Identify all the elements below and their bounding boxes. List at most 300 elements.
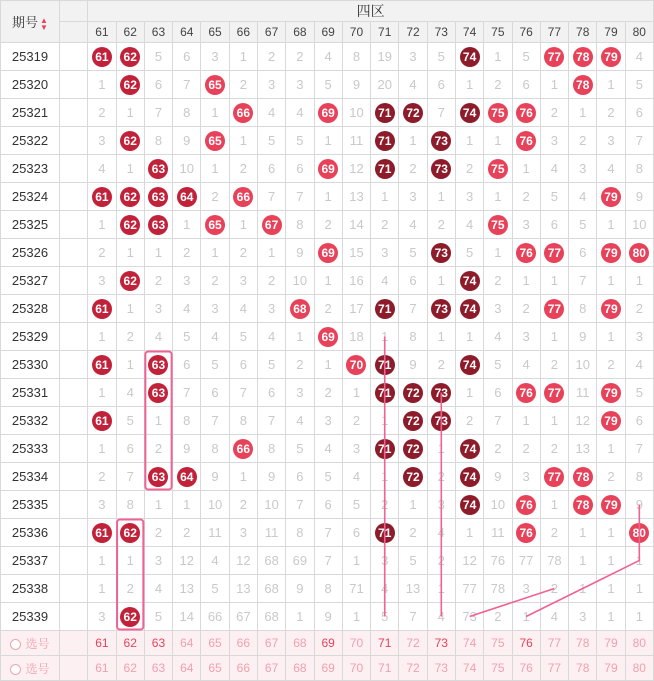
- footer-number-cell[interactable]: 79: [597, 631, 625, 656]
- value-cell[interactable]: 13: [399, 575, 427, 603]
- value-cell[interactable]: 6: [286, 463, 314, 491]
- column-header-78[interactable]: 78: [569, 22, 597, 43]
- footer-number-cell[interactable]: 68: [286, 656, 314, 681]
- value-cell[interactable]: 4: [371, 267, 399, 295]
- value-cell[interactable]: 1: [597, 323, 625, 351]
- value-cell[interactable]: 1: [342, 379, 370, 407]
- value-cell[interactable]: 11: [484, 519, 512, 547]
- footer-number-cell[interactable]: 64: [173, 631, 201, 656]
- value-cell[interactable]: 3: [201, 43, 229, 71]
- value-cell[interactable]: [625, 519, 653, 547]
- value-cell[interactable]: 1: [512, 267, 540, 295]
- value-cell[interactable]: [540, 239, 568, 267]
- value-cell[interactable]: [512, 127, 540, 155]
- value-cell[interactable]: 2: [597, 99, 625, 127]
- value-cell[interactable]: 4: [229, 295, 257, 323]
- value-cell[interactable]: 2: [286, 351, 314, 379]
- value-cell[interactable]: 12: [173, 547, 201, 575]
- value-cell[interactable]: 2: [371, 491, 399, 519]
- value-cell[interactable]: 2: [173, 519, 201, 547]
- value-cell[interactable]: 1: [116, 351, 144, 379]
- value-cell[interactable]: 2: [597, 351, 625, 379]
- value-cell[interactable]: 14: [173, 603, 201, 631]
- value-cell[interactable]: [371, 295, 399, 323]
- value-cell[interactable]: 4: [371, 575, 399, 603]
- value-cell[interactable]: 6: [512, 71, 540, 99]
- value-cell[interactable]: 3: [455, 183, 483, 211]
- value-cell[interactable]: 6: [314, 491, 342, 519]
- value-cell[interactable]: 3: [371, 239, 399, 267]
- column-header-62[interactable]: 62: [116, 22, 144, 43]
- value-cell[interactable]: [116, 183, 144, 211]
- value-cell[interactable]: [201, 127, 229, 155]
- value-cell[interactable]: [455, 491, 483, 519]
- value-cell[interactable]: [569, 71, 597, 99]
- value-cell[interactable]: [399, 463, 427, 491]
- value-cell[interactable]: 2: [427, 351, 455, 379]
- value-cell[interactable]: 5: [427, 43, 455, 71]
- value-cell[interactable]: 5: [625, 379, 653, 407]
- footer-number-cell[interactable]: 77: [540, 656, 568, 681]
- value-cell[interactable]: 68: [257, 603, 285, 631]
- value-cell[interactable]: 77: [455, 575, 483, 603]
- value-cell[interactable]: [455, 351, 483, 379]
- value-cell[interactable]: 1: [484, 43, 512, 71]
- value-cell[interactable]: [569, 491, 597, 519]
- value-cell[interactable]: [455, 295, 483, 323]
- value-cell[interactable]: 5: [257, 127, 285, 155]
- value-cell[interactable]: 6: [286, 155, 314, 183]
- column-header-77[interactable]: 77: [540, 22, 568, 43]
- value-cell[interactable]: 7: [173, 379, 201, 407]
- footer-number-cell[interactable]: 61: [88, 656, 116, 681]
- column-header-65[interactable]: 65: [201, 22, 229, 43]
- value-cell[interactable]: 7: [173, 71, 201, 99]
- value-cell[interactable]: 77: [512, 547, 540, 575]
- value-cell[interactable]: 4: [399, 211, 427, 239]
- value-cell[interactable]: 6: [173, 43, 201, 71]
- footer-number-cell[interactable]: 62: [116, 631, 144, 656]
- value-cell[interactable]: [569, 463, 597, 491]
- value-cell[interactable]: [314, 239, 342, 267]
- value-cell[interactable]: 5: [399, 547, 427, 575]
- value-cell[interactable]: 2: [229, 155, 257, 183]
- value-cell[interactable]: 4: [144, 323, 172, 351]
- value-cell[interactable]: 7: [116, 463, 144, 491]
- value-cell[interactable]: 73: [455, 603, 483, 631]
- value-cell[interactable]: 2: [229, 239, 257, 267]
- value-cell[interactable]: [116, 43, 144, 71]
- value-cell[interactable]: 7: [314, 547, 342, 575]
- issue-cell[interactable]: 25322: [1, 127, 60, 155]
- value-cell[interactable]: 7: [257, 183, 285, 211]
- value-cell[interactable]: [173, 183, 201, 211]
- column-header-70[interactable]: 70: [342, 22, 370, 43]
- value-cell[interactable]: 5: [342, 491, 370, 519]
- footer-number-cell[interactable]: 76: [512, 656, 540, 681]
- footer-number-cell[interactable]: 68: [286, 631, 314, 656]
- column-header-68[interactable]: 68: [286, 22, 314, 43]
- column-header-64[interactable]: 64: [173, 22, 201, 43]
- value-cell[interactable]: 7: [427, 99, 455, 127]
- value-cell[interactable]: 1: [116, 295, 144, 323]
- value-cell[interactable]: 1: [371, 183, 399, 211]
- value-cell[interactable]: 1: [427, 183, 455, 211]
- value-cell[interactable]: 3: [512, 211, 540, 239]
- value-cell[interactable]: 13: [342, 183, 370, 211]
- value-cell[interactable]: [455, 267, 483, 295]
- value-cell[interactable]: [116, 603, 144, 631]
- value-cell[interactable]: 3: [569, 603, 597, 631]
- value-cell[interactable]: 4: [286, 407, 314, 435]
- value-cell[interactable]: 13: [569, 435, 597, 463]
- value-cell[interactable]: 3: [399, 183, 427, 211]
- value-cell[interactable]: 11: [201, 519, 229, 547]
- issue-cell[interactable]: 25321: [1, 99, 60, 127]
- value-cell[interactable]: 1: [257, 239, 285, 267]
- value-cell[interactable]: 3: [257, 295, 285, 323]
- value-cell[interactable]: 2: [116, 323, 144, 351]
- value-cell[interactable]: 3: [314, 407, 342, 435]
- value-cell[interactable]: 2: [484, 71, 512, 99]
- radio-icon[interactable]: [10, 639, 21, 650]
- value-cell[interactable]: 6: [342, 519, 370, 547]
- value-cell[interactable]: [512, 239, 540, 267]
- value-cell[interactable]: 3: [229, 519, 257, 547]
- value-cell[interactable]: 9: [286, 239, 314, 267]
- value-cell[interactable]: 19: [371, 43, 399, 71]
- value-cell[interactable]: [484, 155, 512, 183]
- value-cell[interactable]: 4: [173, 295, 201, 323]
- value-cell[interactable]: 6: [484, 379, 512, 407]
- value-cell[interactable]: [88, 183, 116, 211]
- value-cell[interactable]: 12: [569, 407, 597, 435]
- value-cell[interactable]: [512, 491, 540, 519]
- footer-number-cell[interactable]: 75: [484, 631, 512, 656]
- value-cell[interactable]: 1: [342, 603, 370, 631]
- value-cell[interactable]: 2: [540, 575, 568, 603]
- value-cell[interactable]: [314, 323, 342, 351]
- footer-number-cell[interactable]: 77: [540, 631, 568, 656]
- value-cell[interactable]: 1: [371, 407, 399, 435]
- value-cell[interactable]: [116, 267, 144, 295]
- value-cell[interactable]: [597, 43, 625, 71]
- value-cell[interactable]: 4: [540, 155, 568, 183]
- value-cell[interactable]: 4: [342, 463, 370, 491]
- value-cell[interactable]: 3: [88, 267, 116, 295]
- value-cell[interactable]: [597, 295, 625, 323]
- value-cell[interactable]: 4: [257, 323, 285, 351]
- value-cell[interactable]: 7: [201, 407, 229, 435]
- value-cell[interactable]: 3: [257, 71, 285, 99]
- value-cell[interactable]: 2: [427, 547, 455, 575]
- value-cell[interactable]: 5: [201, 351, 229, 379]
- value-cell[interactable]: 1: [201, 155, 229, 183]
- value-cell[interactable]: [540, 463, 568, 491]
- value-cell[interactable]: 1: [399, 491, 427, 519]
- value-cell[interactable]: 2: [173, 239, 201, 267]
- value-cell[interactable]: 1: [342, 547, 370, 575]
- value-cell[interactable]: [484, 99, 512, 127]
- value-cell[interactable]: 68: [257, 547, 285, 575]
- value-cell[interactable]: 4: [427, 603, 455, 631]
- footer-number-cell[interactable]: 62: [116, 656, 144, 681]
- value-cell[interactable]: 1: [116, 155, 144, 183]
- value-cell[interactable]: 2: [116, 575, 144, 603]
- value-cell[interactable]: 8: [173, 407, 201, 435]
- value-cell[interactable]: 2: [286, 43, 314, 71]
- value-cell[interactable]: 12: [342, 155, 370, 183]
- value-cell[interactable]: 5: [286, 127, 314, 155]
- value-cell[interactable]: 1: [229, 127, 257, 155]
- value-cell[interactable]: 5: [455, 239, 483, 267]
- value-cell[interactable]: 1: [371, 463, 399, 491]
- value-cell[interactable]: 1: [88, 575, 116, 603]
- value-cell[interactable]: 3: [371, 547, 399, 575]
- value-cell[interactable]: 1: [88, 211, 116, 239]
- value-cell[interactable]: 3: [144, 295, 172, 323]
- value-cell[interactable]: 8: [625, 155, 653, 183]
- value-cell[interactable]: 9: [625, 183, 653, 211]
- issue-cell[interactable]: 25330: [1, 351, 60, 379]
- value-cell[interactable]: 3: [512, 323, 540, 351]
- value-cell[interactable]: 9: [286, 575, 314, 603]
- footer-number-cell[interactable]: 80: [625, 631, 653, 656]
- issue-cell[interactable]: 25319: [1, 43, 60, 71]
- value-cell[interactable]: 6: [427, 71, 455, 99]
- value-cell[interactable]: [455, 99, 483, 127]
- value-cell[interactable]: [569, 43, 597, 71]
- value-cell[interactable]: [314, 155, 342, 183]
- value-cell[interactable]: [229, 183, 257, 211]
- value-cell[interactable]: 2: [88, 99, 116, 127]
- value-cell[interactable]: [116, 211, 144, 239]
- value-cell[interactable]: [173, 463, 201, 491]
- column-header-67[interactable]: 67: [257, 22, 285, 43]
- value-cell[interactable]: 14: [342, 211, 370, 239]
- value-cell[interactable]: 1: [427, 323, 455, 351]
- value-cell[interactable]: [116, 519, 144, 547]
- value-cell[interactable]: 68: [257, 575, 285, 603]
- footer-number-cell[interactable]: 63: [144, 656, 172, 681]
- value-cell[interactable]: [540, 379, 568, 407]
- value-cell[interactable]: 9: [342, 71, 370, 99]
- value-cell[interactable]: 9: [569, 323, 597, 351]
- value-cell[interactable]: [144, 463, 172, 491]
- footer-number-cell[interactable]: 69: [314, 631, 342, 656]
- value-cell[interactable]: [342, 351, 370, 379]
- value-cell[interactable]: 11: [569, 379, 597, 407]
- value-cell[interactable]: 9: [484, 463, 512, 491]
- value-cell[interactable]: 1: [427, 575, 455, 603]
- footer-number-cell[interactable]: 67: [257, 656, 285, 681]
- value-cell[interactable]: [88, 43, 116, 71]
- value-cell[interactable]: 4: [116, 379, 144, 407]
- value-cell[interactable]: 1: [540, 407, 568, 435]
- value-cell[interactable]: 2: [314, 379, 342, 407]
- value-cell[interactable]: 2: [88, 463, 116, 491]
- value-cell[interactable]: 4: [201, 323, 229, 351]
- value-cell[interactable]: 4: [625, 43, 653, 71]
- value-cell[interactable]: 10: [484, 491, 512, 519]
- value-cell[interactable]: 2: [144, 519, 172, 547]
- value-cell[interactable]: 3: [201, 295, 229, 323]
- value-cell[interactable]: [455, 463, 483, 491]
- value-cell[interactable]: 76: [484, 547, 512, 575]
- issue-cell[interactable]: 25337: [1, 547, 60, 575]
- value-cell[interactable]: 3: [569, 155, 597, 183]
- value-cell[interactable]: 9: [399, 351, 427, 379]
- value-cell[interactable]: 67: [229, 603, 257, 631]
- value-cell[interactable]: 1: [314, 183, 342, 211]
- column-header-71[interactable]: 71: [371, 22, 399, 43]
- column-header-66[interactable]: 66: [229, 22, 257, 43]
- value-cell[interactable]: [371, 379, 399, 407]
- value-cell[interactable]: 1: [597, 267, 625, 295]
- value-cell[interactable]: 1: [597, 519, 625, 547]
- value-cell[interactable]: 12: [455, 547, 483, 575]
- value-cell[interactable]: [144, 351, 172, 379]
- value-cell[interactable]: 3: [286, 379, 314, 407]
- value-cell[interactable]: 1: [144, 407, 172, 435]
- value-cell[interactable]: 1: [455, 519, 483, 547]
- value-cell[interactable]: 4: [540, 603, 568, 631]
- value-cell[interactable]: 2: [427, 211, 455, 239]
- value-cell[interactable]: 4: [399, 71, 427, 99]
- value-cell[interactable]: [625, 239, 653, 267]
- value-cell[interactable]: 78: [484, 575, 512, 603]
- value-cell[interactable]: 1: [371, 323, 399, 351]
- value-cell[interactable]: 2: [484, 267, 512, 295]
- value-cell[interactable]: 2: [257, 43, 285, 71]
- value-cell[interactable]: 1: [229, 211, 257, 239]
- footer-number-cell[interactable]: 78: [569, 631, 597, 656]
- footer-number-cell[interactable]: 71: [371, 656, 399, 681]
- value-cell[interactable]: 7: [625, 127, 653, 155]
- value-cell[interactable]: [455, 43, 483, 71]
- value-cell[interactable]: [427, 407, 455, 435]
- value-cell[interactable]: 8: [286, 519, 314, 547]
- value-cell[interactable]: 10: [257, 491, 285, 519]
- value-cell[interactable]: 2: [512, 295, 540, 323]
- value-cell[interactable]: [371, 351, 399, 379]
- footer-number-cell[interactable]: 65: [201, 656, 229, 681]
- value-cell[interactable]: 6: [144, 71, 172, 99]
- value-cell[interactable]: 5: [314, 71, 342, 99]
- value-cell[interactable]: 1: [455, 379, 483, 407]
- issue-cell[interactable]: 25335: [1, 491, 60, 519]
- value-cell[interactable]: 7: [484, 407, 512, 435]
- value-cell[interactable]: 7: [399, 603, 427, 631]
- value-cell[interactable]: 5: [569, 211, 597, 239]
- value-cell[interactable]: 2: [569, 127, 597, 155]
- value-cell[interactable]: 6: [625, 99, 653, 127]
- value-cell[interactable]: [201, 211, 229, 239]
- column-header-79[interactable]: 79: [597, 22, 625, 43]
- value-cell[interactable]: 1: [88, 379, 116, 407]
- value-cell[interactable]: 2: [201, 267, 229, 295]
- value-cell[interactable]: 1: [88, 435, 116, 463]
- footer-number-cell[interactable]: 78: [569, 656, 597, 681]
- value-cell[interactable]: 1: [569, 99, 597, 127]
- value-cell[interactable]: 7: [257, 407, 285, 435]
- value-cell[interactable]: 4: [625, 351, 653, 379]
- value-cell[interactable]: 3: [484, 295, 512, 323]
- value-cell[interactable]: [512, 519, 540, 547]
- value-cell[interactable]: [512, 99, 540, 127]
- value-cell[interactable]: 1: [569, 547, 597, 575]
- sort-arrows-icon[interactable]: ▲ ▼: [40, 15, 48, 32]
- value-cell[interactable]: 1: [455, 71, 483, 99]
- column-header-63[interactable]: 63: [144, 22, 172, 43]
- value-cell[interactable]: 2: [144, 435, 172, 463]
- value-cell[interactable]: 5: [201, 575, 229, 603]
- value-cell[interactable]: 4: [427, 519, 455, 547]
- value-cell[interactable]: [371, 99, 399, 127]
- value-cell[interactable]: 1: [116, 547, 144, 575]
- value-cell[interactable]: [371, 127, 399, 155]
- value-cell[interactable]: 1: [173, 491, 201, 519]
- value-cell[interactable]: 16: [342, 267, 370, 295]
- value-cell[interactable]: 1: [597, 575, 625, 603]
- value-cell[interactable]: 4: [201, 547, 229, 575]
- value-cell[interactable]: 2: [540, 435, 568, 463]
- footer-number-cell[interactable]: 72: [399, 656, 427, 681]
- value-cell[interactable]: 1: [173, 211, 201, 239]
- value-cell[interactable]: 15: [342, 239, 370, 267]
- footer-number-cell[interactable]: 67: [257, 631, 285, 656]
- value-cell[interactable]: 1: [144, 491, 172, 519]
- column-header-61[interactable]: 61: [88, 22, 116, 43]
- value-cell[interactable]: 1: [314, 127, 342, 155]
- value-cell[interactable]: 4: [455, 211, 483, 239]
- value-cell[interactable]: 1: [484, 183, 512, 211]
- footer-number-cell[interactable]: 79: [597, 656, 625, 681]
- value-cell[interactable]: 9: [257, 463, 285, 491]
- value-cell[interactable]: 8: [342, 43, 370, 71]
- value-cell[interactable]: 1: [597, 71, 625, 99]
- value-cell[interactable]: 1: [569, 519, 597, 547]
- value-cell[interactable]: 8: [201, 435, 229, 463]
- radio-icon[interactable]: [10, 664, 21, 675]
- value-cell[interactable]: 4: [314, 43, 342, 71]
- value-cell[interactable]: 4: [144, 575, 172, 603]
- value-cell[interactable]: 7: [229, 379, 257, 407]
- value-cell[interactable]: 5: [229, 323, 257, 351]
- value-cell[interactable]: 8: [569, 295, 597, 323]
- value-cell[interactable]: [512, 379, 540, 407]
- value-cell[interactable]: [229, 435, 257, 463]
- value-cell[interactable]: 9: [201, 463, 229, 491]
- value-cell[interactable]: 66: [201, 603, 229, 631]
- value-cell[interactable]: 8: [314, 575, 342, 603]
- footer-number-cell[interactable]: 76: [512, 631, 540, 656]
- issue-cell[interactable]: 25324: [1, 183, 60, 211]
- value-cell[interactable]: 3: [173, 267, 201, 295]
- issue-cell[interactable]: 25333: [1, 435, 60, 463]
- value-cell[interactable]: 4: [314, 435, 342, 463]
- issue-cell[interactable]: 25323: [1, 155, 60, 183]
- value-cell[interactable]: 7: [625, 435, 653, 463]
- value-cell[interactable]: 2: [597, 463, 625, 491]
- value-cell[interactable]: 5: [314, 463, 342, 491]
- value-cell[interactable]: 10: [625, 211, 653, 239]
- value-cell[interactable]: 6: [229, 351, 257, 379]
- issue-cell[interactable]: 25336: [1, 519, 60, 547]
- footer-number-cell[interactable]: 72: [399, 631, 427, 656]
- value-cell[interactable]: [88, 351, 116, 379]
- value-cell[interactable]: 1: [116, 99, 144, 127]
